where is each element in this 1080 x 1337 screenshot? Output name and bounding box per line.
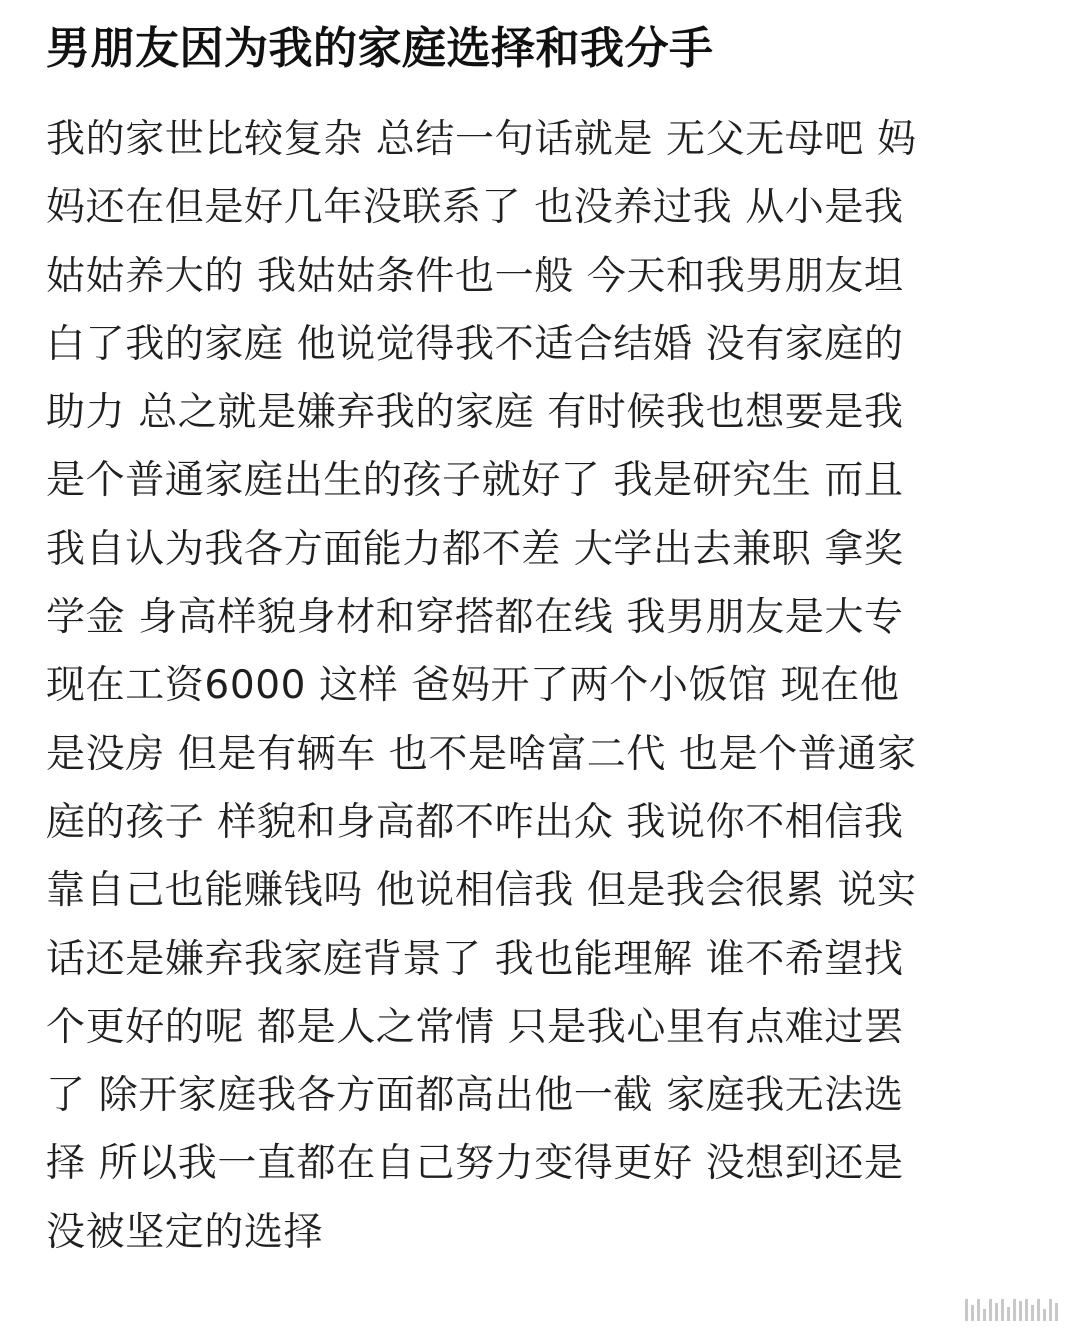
post-body [46,106,1031,1267]
post-body-line: 白了我的家庭 他说觉得我不适合结婚 没有家庭的 [46,321,904,367]
post-body-line: 了 除开家庭我各方面都高出他一截 家庭我无法选 [46,1073,904,1119]
post-body-line: 话还是嫌弃我家庭背景了 我也能理解 谁不希望找 [46,936,904,982]
barcode-watermark-icon [965,1297,1058,1321]
post-body-line: 靠自己也能赚钱吗 他说相信我 但是我会很累 说实 [46,868,917,914]
post-body-line: 学金 身高样貌身材和穿搭都在线 我男朋友是大专 [46,595,904,641]
post-body-line: 妈还在但是好几年没联系了 也没养过我 从小是我 [46,185,904,231]
post-body-line: 助力 总之就是嫌弃我的家庭 有时候我也想要是我 [46,390,904,436]
post-body-line: 是个普通家庭出生的孩子就好了 我是研究生 而且 [46,458,904,504]
post-body-line: 我的家世比较复杂 总结一句话就是 无父无母吧 妈 [46,117,917,162]
post-body-line: 我自认为我各方面能力都不差 大学出去兼职 拿奖 [46,526,904,572]
post-body-line: 庭的孩子 样貌和身高都不咋出众 我说你不相信我 [46,799,904,845]
post-body-line: 是没房 但是有辆车 也不是啥富二代 也是个普通家 [46,731,917,777]
post [46,18,1031,1267]
post-title: 男朋友因为我的家庭选择和我分手 [46,23,714,74]
post-body-line: 没被坚定的选择 [46,1209,324,1255]
post-body-line: 个更好的呢 都是人之常情 只是我心里有点难过罢 [46,1004,904,1050]
post-body-line: 择 所以我一直都在自己努力变得更好 没想到还是 [46,1141,904,1187]
post-body-line: 现在工资6000 这样 爸妈开了两个小饭馆 现在他 [46,663,900,709]
post-body-line: 姑姑养大的 我姑姑条件也一般 今天和我男朋友坦 [46,253,904,299]
